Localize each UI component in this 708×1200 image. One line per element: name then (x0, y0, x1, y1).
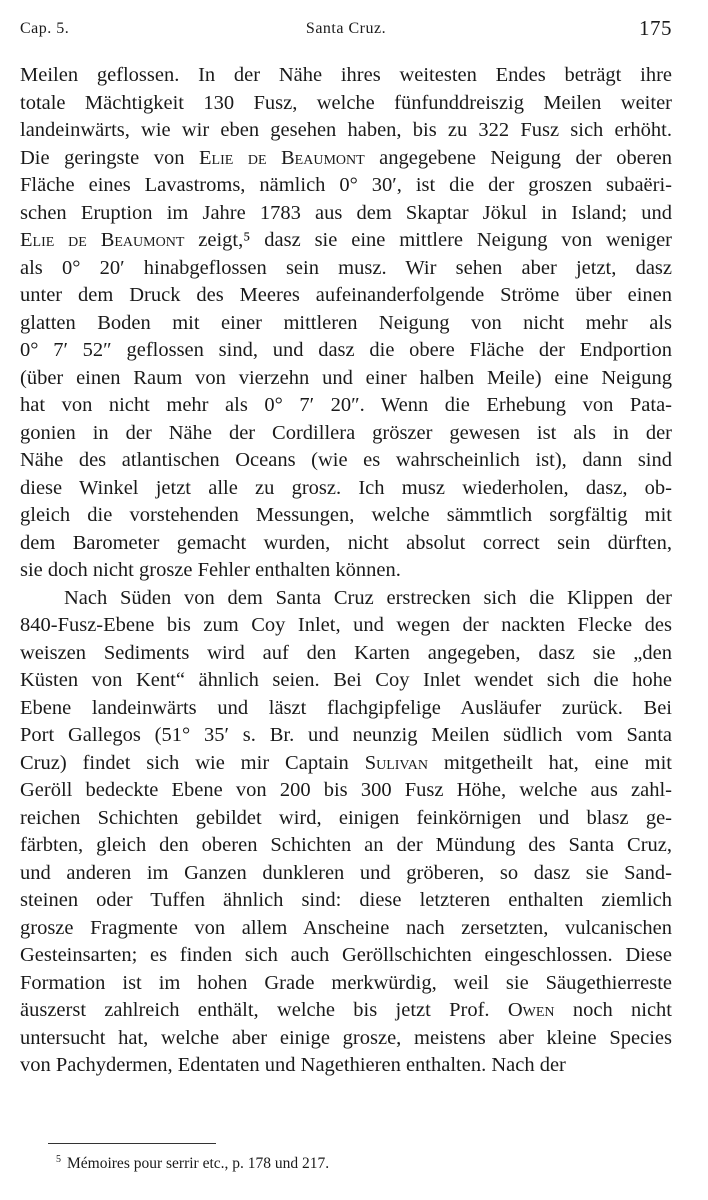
text-segment: Ebene landeinwärts und läszt flachgipfelige Ausläufer zurück. Bei (20, 696, 672, 719)
text-segment: reichen Schichten gebildet wird, einigen feinkörnigen und blasz ge- (20, 806, 672, 829)
text-segment: Nach Süden von dem Santa Cruz erstrecken sich die Klippen der (64, 586, 672, 609)
text-line (20, 942, 672, 970)
text-line (20, 860, 672, 888)
text-segment: sie doch nicht grosze Fehler enthalten können. (20, 559, 401, 581)
small-caps-name: Owen (507, 999, 555, 1021)
text-line (20, 832, 672, 860)
text-line (20, 805, 672, 833)
text-line (20, 695, 672, 723)
text-segment: (über einen Raum von vierzehn und einer halben Meile) eine Neigung (20, 366, 672, 389)
text-segment: zeigt,⁵ dasz sie eine mittlere Neigung von weniger (184, 229, 672, 251)
text-line (20, 447, 672, 475)
page (20, 0, 672, 1200)
text-segment: 0° 7′ 52″ geflossen sind, und dasz die obere Fläche der Endportion (20, 339, 672, 361)
text-segment: äuszerst zahlreich enthält, welche bis jetzt Prof. (20, 999, 508, 1021)
text-line (20, 310, 672, 338)
running-header (20, 14, 672, 42)
text-line (20, 530, 672, 558)
footnote-rule (48, 1143, 216, 1144)
text-line (20, 997, 672, 1025)
text-line (20, 915, 672, 943)
chapter-label: Cap. 5. (20, 20, 70, 37)
text-segment: hat von nicht mehr als 0° 7′ 20″. Wenn die Erhebung von Pata- (20, 394, 672, 416)
text-line (20, 777, 672, 805)
text-line (20, 90, 672, 118)
text-segment: totale Mächtigkeit 130 Fusz, welche fünfunddreiszig Meilen weiter (20, 91, 672, 114)
text-segment: grosze Fragmente von allem Anscheine nach zersetzten, vulcanischen (20, 916, 672, 939)
text-segment: Die geringste von (20, 146, 200, 169)
text-segment: Küsten von Kent“ ähnlich seien. Bei Coy Inlet wendet sich die hohe (20, 669, 672, 691)
text-line (20, 475, 672, 503)
text-line (20, 145, 672, 173)
text-segment: diese Winkel jetzt alle zu grosz. Ich musz wiederholen, dasz, ob- (20, 476, 672, 499)
text-segment: angegebene Neigung der oberen (364, 146, 672, 169)
text-segment: dem Barometer gemacht wurden, nicht absolut correct sein dürften, (20, 531, 672, 554)
text-segment: Nähe des atlantischen Oceans (wie es wahrscheinlich ist), dann sind (20, 449, 672, 471)
running-title: Santa Cruz. (305, 20, 387, 37)
text-line (20, 227, 672, 255)
text-segment: mitgetheilt hat, eine mit (427, 751, 672, 774)
text-line (20, 750, 672, 778)
small-caps-name: Sulivan (364, 751, 428, 774)
text-segment: unter dem Druck des Meeres aufeinanderfolgende Ströme über einen (20, 284, 672, 306)
text-line (20, 255, 672, 283)
text-line (20, 337, 672, 365)
text-segment: schen Eruption im Jahre 1783 aus dem Skaptar Jökul in Island; und (20, 201, 672, 224)
text-segment: und anderen im Ganzen dunkleren und gröberen, so dasz sie Sand- (20, 861, 672, 884)
text-segment: von Pachydermen, Edentaten und Nagethieren enthalten. Nach der (20, 1054, 566, 1076)
text-segment: untersucht hat, welche aber einige grosze, meistens aber kleine Species (20, 1026, 672, 1049)
text-segment: Gesteinsarten; es finden sich auch Geröllschichten eingeschlossen. Diese (20, 944, 672, 966)
text-segment: Meilen geflossen. In der Nähe ihres weitesten Endes beträgt ihre (20, 64, 672, 86)
text-line (20, 62, 672, 90)
body-text (20, 62, 672, 1080)
text-line (20, 970, 672, 998)
text-segment: Geröll bedeckte Ebene von 200 bis 300 Fusz Höhe, welche aus zahl- (20, 779, 672, 801)
text-segment: Cruz) findet sich wie mir Captain (20, 751, 365, 774)
text-segment: 840-Fusz-Ebene bis zum Coy Inlet, und wegen der nackten Flecke des (20, 614, 672, 636)
small-caps-name: Elie de Beaumont (20, 229, 185, 251)
text-segment: steinen oder Tuffen ähnlich sind: diese letzteren enthalten ziemlich (20, 889, 672, 911)
text-line (20, 282, 672, 310)
text-line (20, 585, 672, 613)
text-segment: landeinwärts, wie wir eben gesehen haben, bis zu 322 Fusz sich erhöht. (20, 119, 672, 141)
text-segment: Formation ist im hohen Grade merkwürdig, weil sie Säugethierreste (20, 971, 672, 994)
text-segment: als 0° 20′ hinabgeflossen sein musz. Wir sehen aber jetzt, dasz (20, 256, 672, 279)
text-line (20, 887, 672, 915)
footnote (56, 1154, 329, 1173)
text-line (20, 1052, 672, 1080)
text-segment: noch nicht (554, 999, 672, 1021)
text-line (20, 667, 672, 695)
text-line (20, 640, 672, 668)
text-segment: Fläche eines Lavastroms, nämlich 0° 30′, ist die der groszen subaëri- (20, 174, 672, 196)
text-line (20, 392, 672, 420)
text-line (20, 365, 672, 393)
footnote-marker: 5 (56, 1154, 61, 1165)
page-number: 175 (639, 16, 672, 40)
text-segment: gonien in der Nähe der Cordillera gröszer gewesen ist als in der (20, 421, 672, 444)
text-line (20, 200, 672, 228)
footnote-text: Mémoires pour serrir etc., p. 178 und 217. (67, 1155, 330, 1173)
text-segment: weiszen Sediments wird auf den Karten angegeben, dasz sie „den (20, 641, 672, 664)
text-line (20, 722, 672, 750)
text-segment: färbten, gleich den oberen Schichten an der Mündung des Santa Cruz, (20, 834, 672, 856)
text-line (20, 117, 672, 145)
text-line (20, 612, 672, 640)
text-line (20, 420, 672, 448)
small-caps-name: Elie de Beaumont (199, 146, 365, 169)
text-line (20, 172, 672, 200)
text-segment: Port Gallegos (51° 35′ s. Br. und neunzig Meilen südlich vom Santa (20, 724, 672, 746)
text-segment: gleich die vorstehenden Messungen, welche sämmtlich sorgfältig mit (20, 504, 672, 526)
text-segment: glatten Boden mit einer mittleren Neigung von nicht mehr als (20, 311, 672, 334)
text-line (20, 502, 672, 530)
text-line (20, 557, 672, 585)
text-line (20, 1025, 672, 1053)
